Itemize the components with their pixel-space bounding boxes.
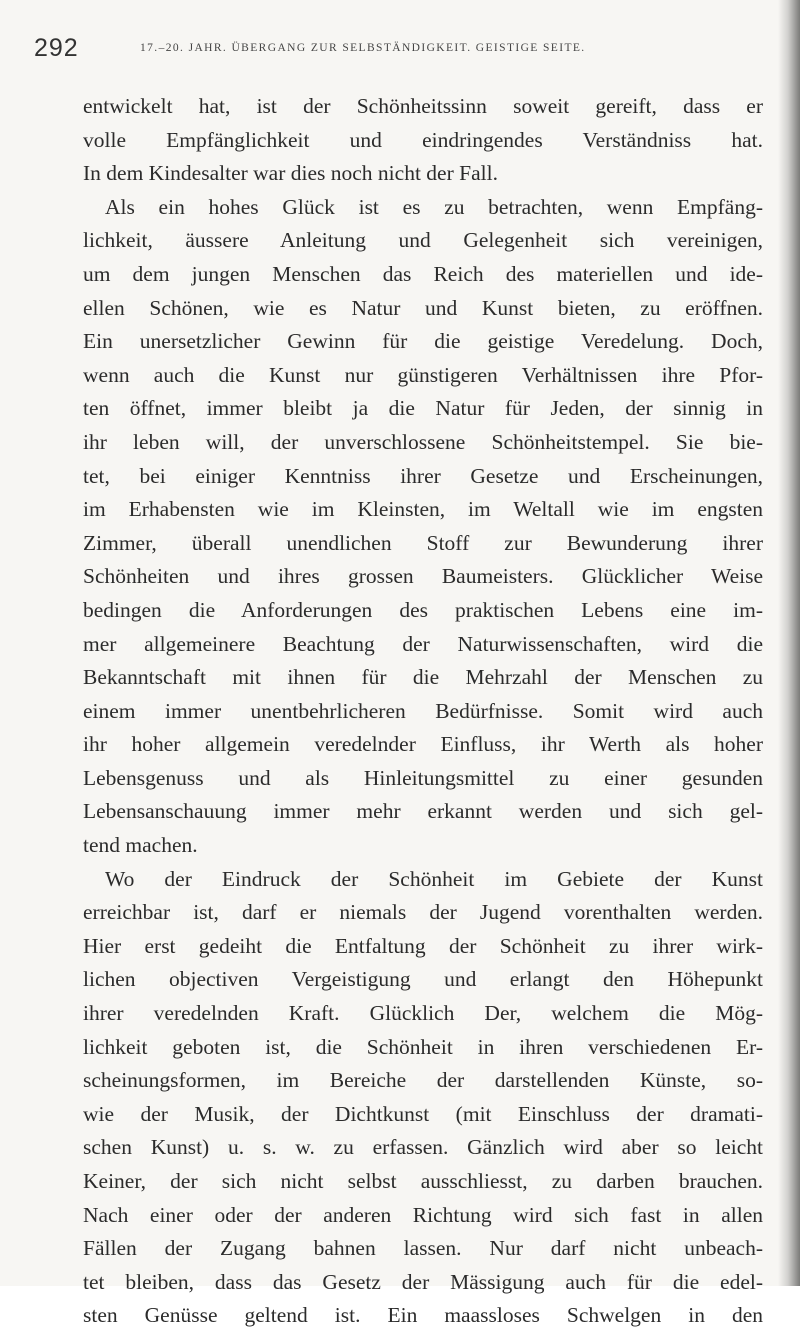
text-line: schen Kunst) u. s. w. zu erfassen. Gänzlich wird aber so leicht [83,1135,763,1160]
text-line: Ein unersetzlicher Gewinn für die geistige Veredelung. Doch, [83,329,763,354]
text-line: ten öffnet, immer bleibt ja die Natur für Jeden, der sinnig in [83,396,763,421]
page-number: 292 [34,34,79,62]
page-header [34,34,774,68]
text-line: tend machen. [83,833,198,858]
body-text [83,90,763,1333]
text-line: ellen Schönen, wie es Natur und Kunst bieten, zu eröffnen. [83,295,763,320]
text-line: um dem jungen Menschen das Reich des materiellen und ide- [83,261,763,286]
text-line: Zimmer, überall unendlichen Stoff zur Bewunderung ihrer [83,530,763,555]
text-line: wenn auch die Kunst nur günstigeren Verhältnissen ihre Pfor- [83,362,763,387]
text-line: tet bleiben, dass das Gesetz der Mässigung auch für die edel- [83,1269,763,1294]
text-line: Hier erst gedeiht die Entfaltung der Schönheit zu ihrer wirk- [83,933,763,958]
text-line: In dem Kindesalter war dies noch nicht der Fall. [83,161,498,186]
text-line: Nach einer oder der anderen Richtung wird sich fast in allen [83,1202,763,1227]
text-line: scheinungsformen, im Bereiche der darstellenden Künste, so- [83,1068,763,1093]
text-line: mer allgemeinere Beachtung der Naturwissenschaften, wird die [83,631,763,656]
text-line: Wo der Eindruck der Schönheit im Gebiete der Kunst [105,866,763,891]
text-line: erreichbar ist, darf er niemals der Jugend vorenthalten werden. [83,900,763,925]
text-line: ihr leben will, der unverschlossene Schönheitstempel. Sie bie- [83,429,763,454]
text-line: entwickelt hat, ist der Schönheitssinn soweit gereift, dass er [83,94,763,118]
text-line: Lebensgenuss und als Hinleitungsmittel zu einer gesunden [83,765,763,790]
text-line: lichkeit geboten ist, die Schönheit in ihren verschiedenen Er- [83,1034,763,1059]
text-line: Fällen der Zugang bahnen lassen. Nur darf nicht unbeach- [83,1236,763,1261]
text-line: Als ein hohes Glück ist es zu betrachten, wenn Empfäng- [105,194,763,219]
text-line: Bekanntschaft mit ihnen für die Mehrzahl der Menschen zu [83,665,763,690]
text-line: volle Empfänglichkeit und eindringendes Verständniss hat. [83,127,763,152]
text-line: ihrer veredelnden Kraft. Glücklich Der, welchem die Mög- [83,1001,763,1026]
text-line: tet, bei einiger Kenntniss ihrer Gesetze und Erscheinungen, [83,463,763,488]
text-line: im Erhabensten wie im Kleinsten, im Weltall wie im engsten [83,497,763,522]
text-line: Schönheiten und ihres grossen Baumeisters. Glücklicher Weise [83,564,763,589]
text-line: einem immer unentbehrlicheren Bedürfnisse. Somit wird auch [83,698,763,723]
text-line: Lebensanschauung immer mehr erkannt werden und sich gel- [83,799,763,824]
text-line: lichen objectiven Vergeistigung und erlangt den Höhepunkt [83,967,763,992]
text-line: wie der Musik, der Dichtkunst (mit Einschluss der dramati- [83,1101,763,1126]
text-line: ihr hoher allgemein veredelnder Einfluss, ihr Werth als hoher [83,732,763,757]
text-line: bedingen die Anforderungen des praktischen Lebens eine im- [83,597,763,622]
running-head: 17.–20. JAHR. ÜBERGANG ZUR SELBSTÄNDIGKEIT. GEISTIGE SEITE. [140,42,586,54]
text-line: lichkeit, äussere Anleitung und Gelegenheit sich vereinigen, [83,228,763,253]
text-line: sten Genüsse geltend ist. Ein maassloses Schwelgen in den [83,1303,763,1328]
text-line: Keiner, der sich nicht selbst ausschliesst, zu darben brauchen. [83,1169,763,1193]
page-edge-shadow [778,0,800,1286]
